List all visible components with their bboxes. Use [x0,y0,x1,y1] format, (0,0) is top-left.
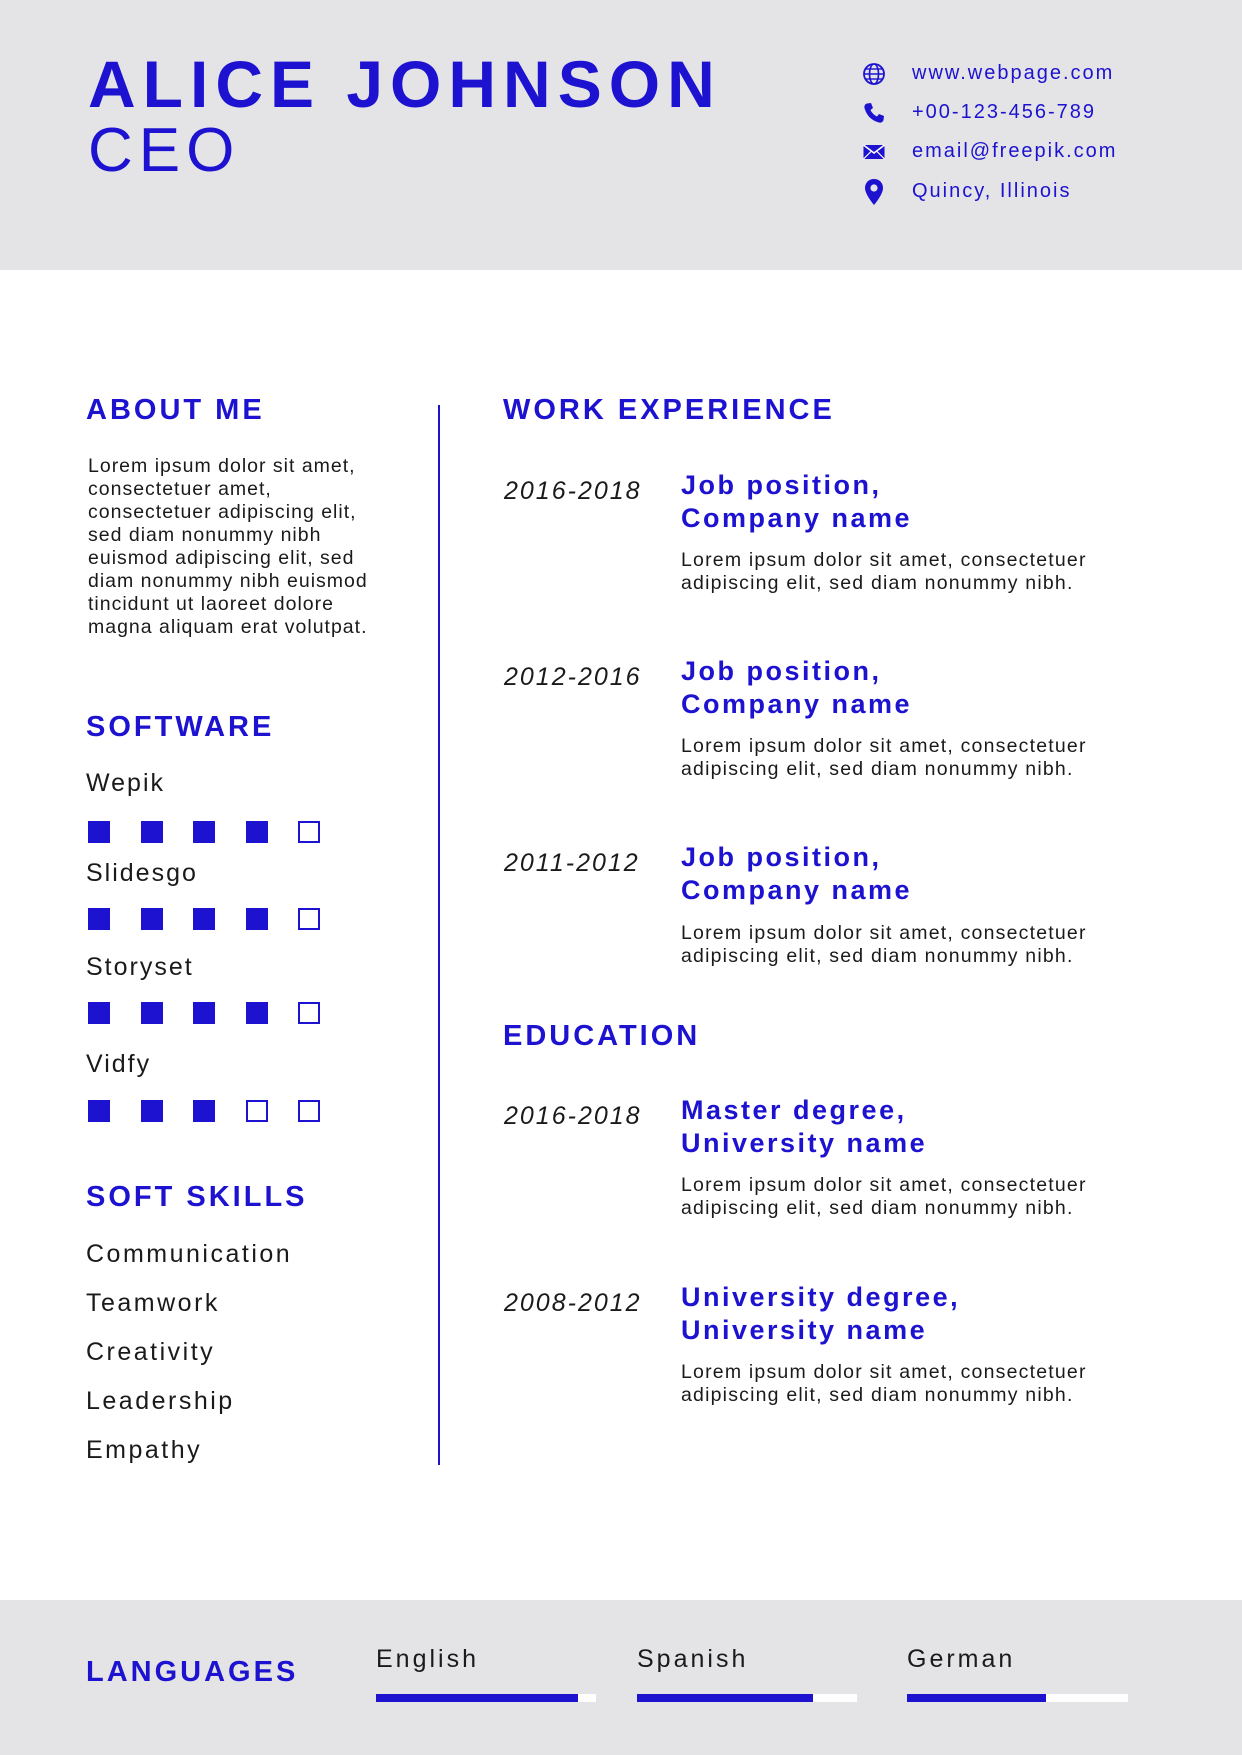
work-heading: WORK EXPERIENCE [503,394,835,426]
language-level-bar [376,1694,596,1702]
language-name: English [376,1645,479,1673]
software-heading: SOFTWARE [86,711,275,743]
work-date: 2016-2018 [504,477,642,505]
language-level-fill [376,1694,578,1702]
work-title-line1: Job position, [681,842,882,872]
soft-skill-item: Empathy [86,1436,203,1464]
language-level-fill [907,1694,1046,1702]
rating-square-filled [88,1002,110,1024]
rating-square-filled [246,1002,268,1024]
education-title-line2: University name [681,1315,928,1345]
language-level-fill [637,1694,813,1702]
language-level-bar [907,1694,1128,1702]
work-title-line1: Job position, [681,656,882,686]
about-heading: ABOUT ME [86,394,265,426]
software-name: Wepik [86,769,166,797]
rating-square-filled [193,1100,215,1122]
software-name: Storyset [86,953,194,981]
software-name: Slidesgo [86,859,198,887]
rating-square-filled [88,821,110,843]
work-description: Lorem ipsum dolor sit amet, consectetuer adipiscing elit, sed diam nonummy nibh. [681,549,1087,594]
globe-icon [860,60,888,88]
candidate-title: CEO [88,116,241,185]
soft-skill-item: Creativity [86,1338,216,1366]
contact-phone-text: +00-123-456-789 [912,101,1097,123]
column-divider [438,405,440,1465]
languages-heading: LANGUAGES [86,1656,299,1688]
rating-square-filled [193,821,215,843]
phone-icon [860,99,888,127]
work-title-line2: Company name [681,875,913,905]
rating-square-empty [298,1002,320,1024]
education-title-line1: Master degree, [681,1095,907,1125]
rating-square-filled [246,821,268,843]
soft-skill-item: Leadership [86,1387,235,1415]
soft-skills-heading: SOFT SKILLS [86,1181,308,1213]
education-title-line2: University name [681,1128,928,1158]
soft-skill-item: Communication [86,1240,293,1268]
rating-square-filled [246,908,268,930]
rating-square-filled [141,1100,163,1122]
language-level-bar [637,1694,857,1702]
languages-band [0,1600,1242,1755]
contact-location-text: Quincy, Illinois [912,180,1072,202]
contact-website-text: www.webpage.com [912,62,1115,84]
location-pin-icon [860,178,888,206]
mail-icon [860,138,888,166]
contact-email[interactable] [860,138,1118,166]
rating-square-empty [298,821,320,843]
contact-website[interactable] [860,60,1115,88]
contact-location[interactable] [860,178,1072,206]
about-text: Lorem ipsum dolor sit amet, consectetuer amet, consectetuer adipiscing elit, sed diam nonummy nibh euismod adipiscing elit, sed diam nonummy nibh euismod tincidunt ut laoreet dolore magna aliquam erat volutpat. [88,455,368,638]
work-description: Lorem ipsum dolor sit amet, consectetuer adipiscing elit, sed diam nonummy nibh. [681,922,1087,967]
rating-square-filled [193,908,215,930]
rating-square-filled [141,1002,163,1024]
rating-square-filled [88,908,110,930]
education-heading: EDUCATION [503,1020,701,1052]
education-date: 2016-2018 [504,1102,642,1130]
work-date: 2012-2016 [504,663,642,691]
software-name: Vidfy [86,1050,152,1078]
work-date: 2011-2012 [504,849,640,877]
work-title-line2: Company name [681,503,913,533]
rating-square-filled [141,908,163,930]
rating-square-empty [298,908,320,930]
education-title-line1: University degree, [681,1282,961,1312]
language-name: Spanish [637,1645,749,1673]
contact-phone[interactable] [860,99,1097,127]
soft-skill-item: Teamwork [86,1289,220,1317]
rating-square-filled [88,1100,110,1122]
work-title-line2: Company name [681,689,913,719]
candidate-name: ALICE JOHNSON [88,47,722,121]
work-description: Lorem ipsum dolor sit amet, consectetuer adipiscing elit, sed diam nonummy nibh. [681,735,1087,780]
contact-email-text: email@freepik.com [912,140,1118,162]
education-description: Lorem ipsum dolor sit amet, consectetuer adipiscing elit, sed diam nonummy nibh. [681,1361,1087,1406]
education-description: Lorem ipsum dolor sit amet, consectetuer adipiscing elit, sed diam nonummy nibh. [681,1174,1087,1219]
education-date: 2008-2012 [504,1289,642,1317]
rating-square-empty [246,1100,268,1122]
language-name: German [907,1645,1016,1673]
header-band [0,0,1242,270]
work-title-line1: Job position, [681,470,882,500]
rating-square-empty [298,1100,320,1122]
rating-square-filled [141,821,163,843]
rating-square-filled [193,1002,215,1024]
